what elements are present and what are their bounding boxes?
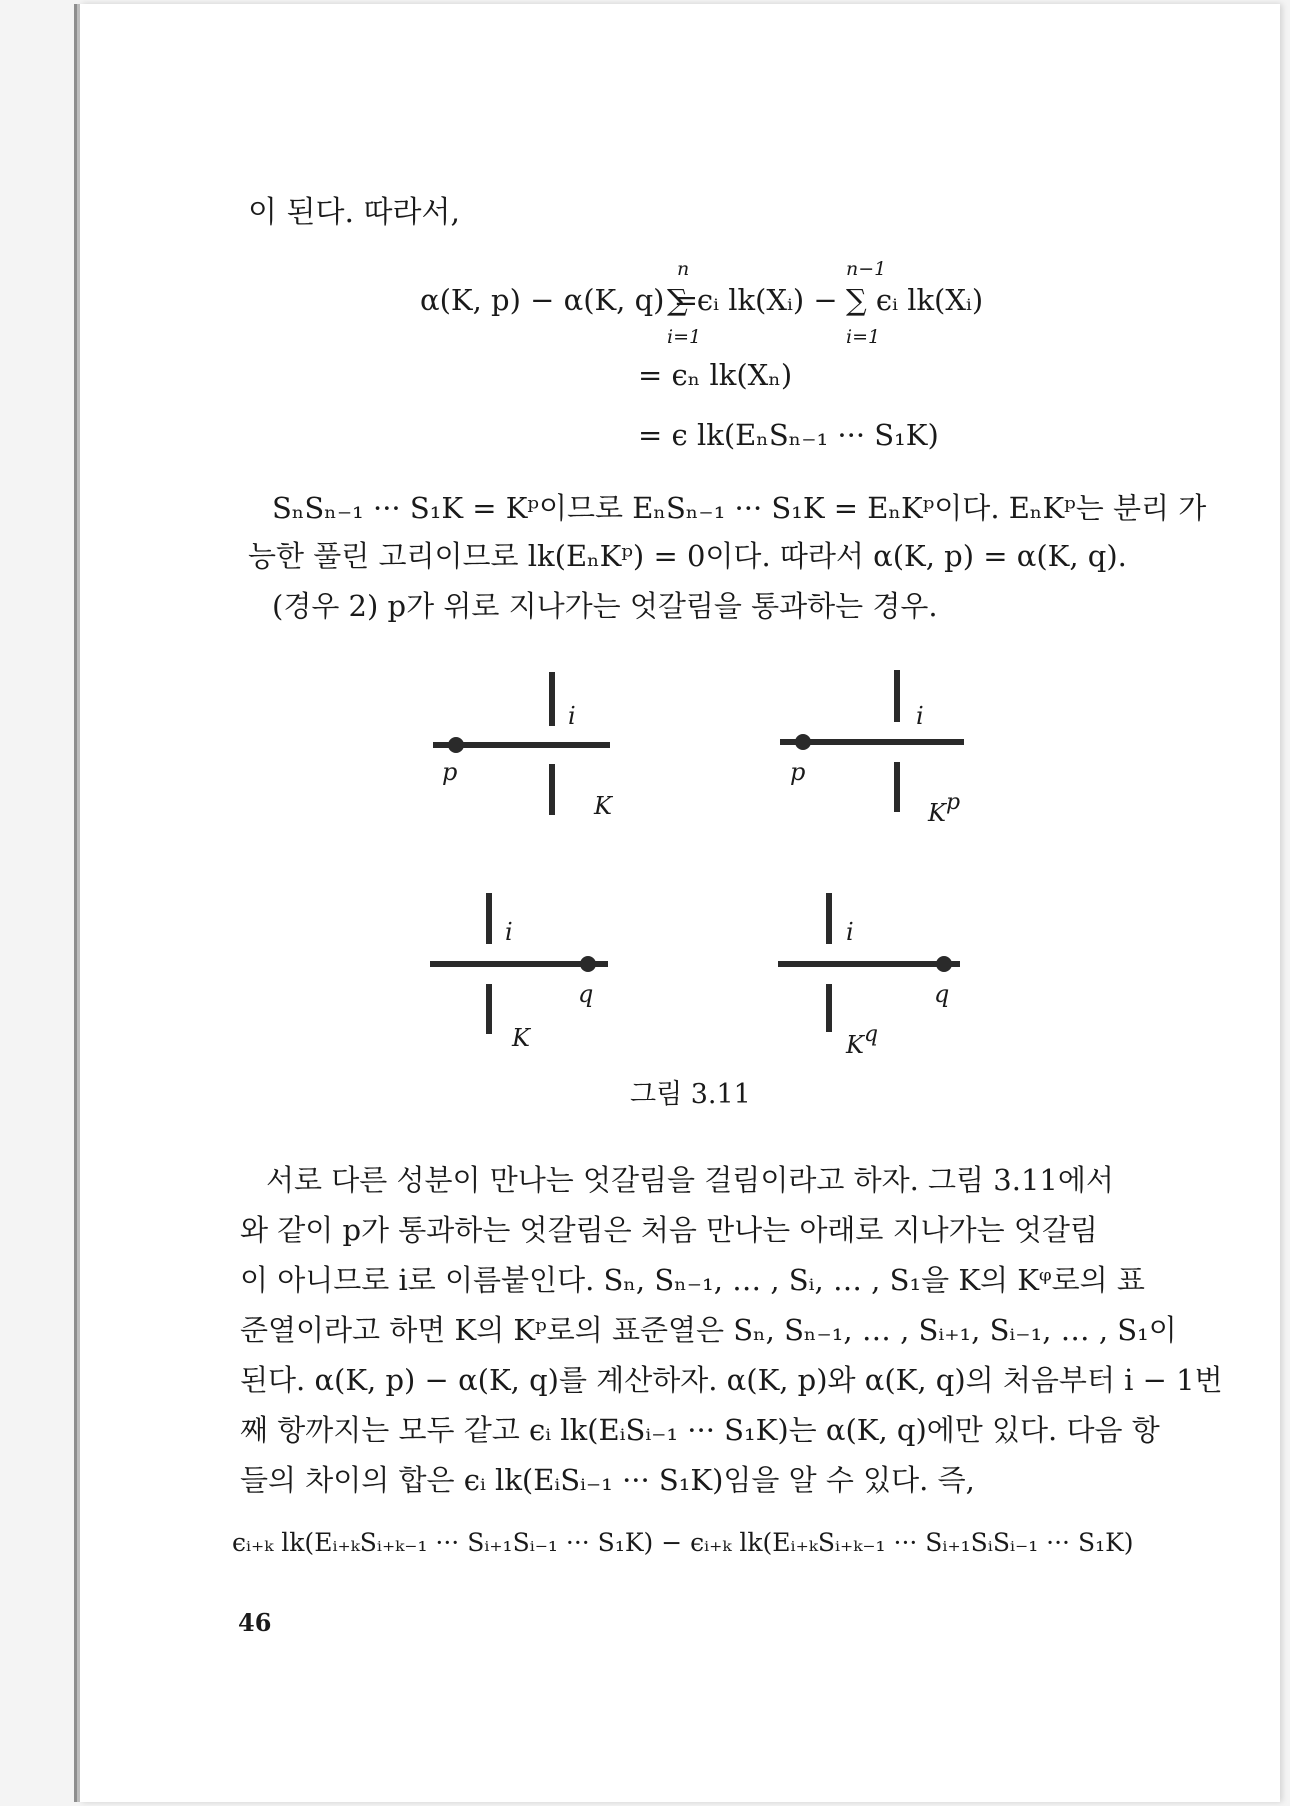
paragraph2-line3: 이 아니므로 i로 이름붙인다. Sₙ, Sₙ₋₁, … , Sᵢ, … , S₁을 K의 Kᵠ로의 표: [240, 1263, 1145, 1297]
label-Kq-base: K: [846, 1031, 864, 1059]
label-Kp-sup: p: [945, 790, 961, 815]
equation-lhs: α(K, p) − α(K, q) =: [420, 283, 699, 317]
paragraph2-line4: 준열이라고 하면 K의 Kᵖ로의 표준열은 Sₙ, Sₙ₋₁, … , Sᵢ₊₁, Sᵢ₋₁, … , S₁이: [240, 1313, 1177, 1347]
label-Kp-base: K: [928, 799, 946, 827]
label-K-bottom-left: K: [512, 1024, 530, 1052]
paragraph2-line7: 들의 차이의 합은 ϵᵢ lk(EᵢSᵢ₋₁ ··· S₁K)임을 알 수 있다. 즉,: [240, 1463, 975, 1497]
paragraph2-line2: 와 같이 p가 통과하는 엇갈림은 처음 만나는 아래로 지나가는 엇갈림: [240, 1213, 1098, 1247]
sum2-lower-limit: i=1: [846, 326, 881, 348]
paragraph2-line5: 된다. α(K, p) − α(K, q)를 계산하자. α(K, p)와 α(K, q)의 처음부터 i − 1번: [240, 1363, 1223, 1397]
equation-line3: = ϵ lk(EₙSₙ₋₁ ··· S₁K): [638, 418, 939, 452]
paragraph1-line2: 능한 풀린 고리이므로 lk(EₙKᵖ) = 0이다. 따라서 α(K, p) = α(K, q).: [248, 539, 1127, 573]
final-equation: ϵᵢ₊ₖ lk(Eᵢ₊ₖSᵢ₊ₖ₋₁ ··· Sᵢ₊₁Sᵢ₋₁ ··· S₁K) − ϵᵢ₊ₖ lk(Eᵢ₊ₖSᵢ₊ₖ₋₁ ··· Sᵢ₊₁SᵢSᵢ₋₁ ··· S₁K): [232, 1528, 1134, 1557]
paragraph2-line1: 서로 다른 성분이 만나는 엇갈림을 걸림이라고 하자. 그림 3.11에서: [266, 1163, 1114, 1197]
label-Kq-sup: q: [863, 1022, 879, 1047]
label-i-bottom-left: i: [505, 918, 513, 946]
label-i-top-left: i: [568, 702, 576, 730]
paragraph1-line1: SₙSₙ₋₁ ··· S₁K = Kᵖ이므로 EₙSₙ₋₁ ··· S₁K = EₙKᵖ이다. EₙKᵖ는 분리 가: [272, 491, 1207, 525]
page-number: 46: [238, 1608, 272, 1637]
label-q-bottom-right: q: [934, 980, 950, 1008]
sum1-upper-limit: n: [677, 258, 690, 280]
label-p-top-right: p: [790, 758, 806, 786]
label-p-top-left: p: [442, 758, 458, 786]
equation-line1-part-b: ∑ ϵᵢ lk(Xᵢ): [846, 283, 984, 317]
equation-line1-part-a: ∑ ϵᵢ lk(Xᵢ) −: [667, 283, 838, 317]
label-q-bottom-left: q: [578, 980, 594, 1008]
intro-line: 이 된다. 따라서,: [248, 195, 461, 230]
label-Kp-top-right: [928, 790, 960, 827]
sum2-upper-limit: n−1: [846, 258, 887, 280]
equation-line2: = ϵₙ lk(Xₙ): [638, 358, 793, 392]
paragraph2-line6: 째 항까지는 모두 같고 ϵᵢ lk(EᵢSᵢ₋₁ ··· S₁K)는 α(K, q)에만 있다. 다음 항: [240, 1413, 1160, 1447]
sum1-lower-limit: i=1: [667, 326, 702, 348]
label-i-bottom-right: i: [846, 918, 854, 946]
label-Kq-bottom-right: [846, 1022, 878, 1059]
figure-caption: 그림 3.11: [630, 1079, 751, 1110]
label-i-top-right: i: [916, 702, 924, 730]
label-K-top-left: K: [594, 792, 612, 820]
case2-line: (경우 2) p가 위로 지나가는 엇갈림을 통과하는 경우.: [272, 589, 938, 623]
